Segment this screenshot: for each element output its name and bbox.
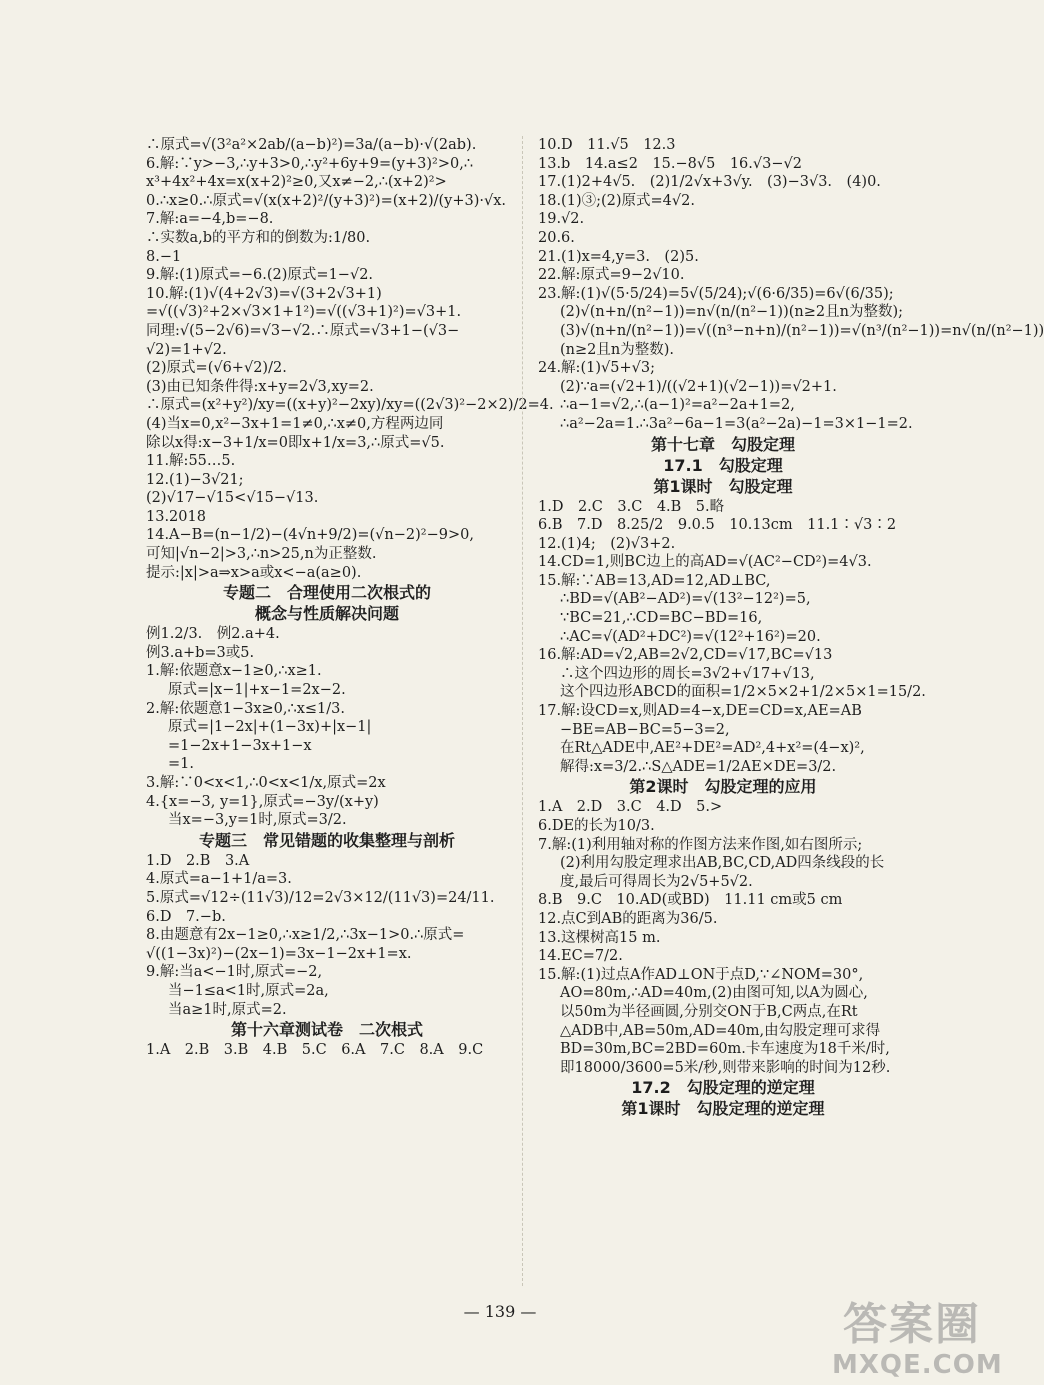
left-column-answer-line: 5.原式=√12÷(11√3)/12=2√3×12/(11√3)=24/11. [146,889,495,906]
left-column-answer-line: 提示:|x|>a⇒x>a或x<−a(a≥0). [146,564,362,581]
left-column-section-heading: 第十六章测试卷 二次根式 [230,1020,423,1040]
left-column-answer-line: 10.解:(1)√(4+2√3)=√(3+2√3+1) [146,285,382,302]
watermark-url: MXQE.COM [832,1350,1003,1380]
right-column-answer-line: 14.CD=1,则BC边上的高AD=√(AC²−CD²)=4√3. [538,554,872,571]
right-column-answer-line: 21.(1)x=4,y=3. (2)5. [538,248,699,265]
left-column-answer-line: 1.D 2.B 3.A [146,852,250,869]
right-column-answer-line: AO=80m,∴AD=40m,(2)由图可知,以A为圆心, [560,985,868,1002]
left-column-answer-line: 原式=|x−1|+x−1=2x−2. [168,682,346,699]
right-column-section-heading: 第十七章 勾股定理 [650,434,795,454]
left-column-answer-line: 同理:√(5−2√6)=√3−√2.∴原式=√3+1−(√3− [146,322,460,339]
right-column-answer-line: (n≥2且n为整数). [560,341,674,358]
right-column-answer-line: 17.(1)2+4√5. (2)1/2√x+3√y. (3)−3√3. (4)0. [538,174,881,191]
right-column-answer-line: 6.B 7.D 8.25/2 9.0.5 10.13cm 11.1∶√3∶2 [538,517,897,534]
right-column-answer-line: △ADB中,AB=50m,AD=40m,由勾股定理可求得 [560,1022,881,1039]
right-column-answer-line: 即18000/3600=5米/秒,则带来影响的时间为12秒. [560,1059,891,1076]
left-column [146,136,554,1060]
left-column-answer-line: 6.解:∵y>−3,∴y+3>0,∴y²+6y+9=(y+3)²>0,∴ [146,155,474,172]
right-column-answer-line: ∴a²−2a=1.∴3a²−6a−1=3(a²−2a)−1=3×1−1=2. [560,415,913,432]
right-column-answer-line: 6.DE的长为10/3. [538,818,655,834]
left-column-answer-line: (2)原式=(√6+√2)/2. [146,360,287,377]
right-column-answer-line: ∴BD=√(AB²−AD²)=√(13²−12²)=5, [560,591,811,608]
left-column-answer-line: 当x=−3,y=1时,原式=3/2. [168,812,347,829]
right-column-answer-line: −BE=AB−BC=5−3=2, [560,721,730,738]
left-column-answer-line: 1.解:依题意x−1≥0,∴x≥1. [146,663,322,680]
left-column-answer-line: x³+4x²+4x=x(x+2)²≥0,又x≠−2,∴(x+2)²> [146,174,447,191]
left-column-answer-line: 0.∴x≥0.∴原式=√(x(x+2)²/(y+3)²)=(x+2)/(y+3)·√x. [146,192,507,209]
left-column-answer-line: 8.−1 [146,248,182,265]
right-column-answer-line: 度,最后可得周长为2√5+5√2. [560,873,753,890]
left-column-answer-line: (4)当x=0,x²−3x+1=1≠0,∴x≠0,方程两边同 [146,415,444,432]
left-column-answer-line: (3)由已知条件得:x+y=2√3,xy=2. [146,378,374,395]
column-divider [522,136,524,1286]
watermark-title: 答案圈 [843,1299,981,1350]
right-column-answer-line: 8.B 9.C 10.AD(或BD) 11.11 cm或5 cm [538,892,843,909]
right-column-answer-line: (3)√(n+n/(n²−1))=√((n³−n+n)/(n²−1))=√(n³/(n²−1))=n√(n/(n²−1)) [560,322,1044,339]
left-column-answer-line: 11.解:55…5. [146,453,236,470]
right-column-answer-line: 20.6. [538,229,575,246]
right-column-answer-line: 13.这棵树高15 m. [538,929,661,946]
left-column-answer-line: 4.{x=−3, y=1},原式=−3y/(x+y) [146,793,379,810]
right-column [538,136,1044,1120]
right-column-answer-line: 10.D 11.√5 12.3 [538,137,676,153]
left-column-answer-line: 9.解:当a<−1时,原式=−2, [146,964,323,981]
left-column-answer-line: (2)√17−√15<√15−√13. [146,490,319,507]
left-column-answer-line: 除以x得:x−3+1/x=0即x+1/x=3,∴原式=√5. [146,434,445,451]
right-column-answer-line: (2)√(n+n/(n²−1))=n√(n/(n²−1))(n≥2且n为整数); [560,304,904,321]
left-column-answer-line: 4.原式=a−1+1/a=3. [146,871,292,888]
left-column-answer-line: =√((√3)²+2×√3×1+1²)=√((√3+1)²)=√3+1. [146,304,462,321]
right-column-section-heading: 17.1 勾股定理 [663,455,783,475]
right-column-answer-line: 以50m为半径画圆,分别交ON于B,C两点,在Rt [560,1003,858,1020]
left-column-answer-line: 3.解:∵0<x<1,∴0<x<1/x,原式=2x [146,775,386,791]
right-column-answer-line: BD=30m,BC=2BD=60m.卡车速度为18千米/时, [560,1041,890,1058]
right-column-section-heading: 第2课时 勾股定理的应用 [629,777,817,797]
right-column-answer-line: ∴a−1=√2,∴(a−1)²=a²−2a+1=2, [560,397,795,414]
right-column-answer-line: 19.√2. [538,211,585,228]
left-column-answer-line: 13.2018 [146,508,206,525]
left-column-answer-line: √((1−3x)²)−(2x−1)=3x−1−2x+1=x. [146,945,412,962]
left-column-answer-line: ∴原式=(x²+y²)/xy=((x+y)²−2xy)/xy=((2√3)²−2×2)/2=4. [146,397,554,414]
watermark-logo [832,1299,1003,1383]
right-column-answer-line: 1.A 2.D 3.C 4.D 5.> [538,799,723,816]
left-column-answer-line: 14.A−B=(n−1/2)−(4√n+9/2)=(√n−2)²−9>0, [146,527,474,544]
left-column-answer-line: 当−1≤a<1时,原式=2a, [168,982,329,999]
left-column-answer-line: 6.D 7.−b. [146,908,226,925]
right-column-answer-line: 17.解:设CD=x,则AD=4−x,DE=CD=x,AE=AB [538,703,862,720]
left-column-answer-line: 2.解:依题意1−3x≥0,∴x≤1/3. [146,700,345,717]
left-column-answer-line: 可知|√n−2|>3,∴n>25,n为正整数. [146,546,377,563]
left-column-answer-line: 例1.2/3. 例2.a+4. [146,626,280,643]
right-column-answer-line: 解得:x=3/2.∴S△ADE=1/2AE×DE=3/2. [560,758,837,775]
left-column-answer-line: ∴原式=√(3²a²×2ab/(a−b)²)=3a/(a−b)·√(2ab). [146,137,477,153]
right-column-answer-line: 在Rt△ADE中,AE²+DE²=AD²,4+x²=(4−x)², [560,740,865,757]
right-column-answer-line: (2)∵a=(√2+1)/((√2+1)(√2−1))=√2+1. [560,378,837,395]
right-column-answer-line: ∴AC=√(AD²+DC²)=√(12²+16²)=20. [560,628,821,645]
right-column-answer-line: 22.解:原式=9−2√10. [538,267,685,284]
right-column-answer-line: 23.解:(1)√(5·5/24)=5√(5/24);√(6·6/35)=6√(6/35); [538,285,894,302]
left-column-section-heading: 概念与性质解决问题 [254,604,399,624]
right-column-section-heading: 第1课时 勾股定理的逆定理 [621,1099,825,1119]
right-column-answer-line: 15.解:∵AB=13,AD=12,AD⊥BC, [538,572,771,589]
left-column-answer-line: 7.解:a=−4,b=−8. [146,211,274,228]
right-column-answer-line: 12.(1)4; (2)√3+2. [538,535,676,552]
right-column-answer-line: ∴这个四边形的周长=3√2+√17+√13, [560,665,815,682]
page-number: — 139 — [463,1302,537,1321]
right-column-section-heading: 17.2 勾股定理的逆定理 [631,1078,815,1098]
right-column-answer-line: 7.解:(1)利用轴对称的作图方法来作图,如右图所示; [538,836,863,853]
left-column-answer-line: =1. [168,756,194,773]
left-column-section-heading: 专题二 合理使用二次根式的 [222,583,431,603]
left-column-answer-line: 1.A 2.B 3.B 4.B 5.C 6.A 7.C 8.A 9.C [146,1042,484,1059]
right-column-answer-line: 这个四边形ABCD的面积=1/2×5×2+1/2×5×1=15/2. [560,684,926,701]
right-column-answer-line: 14.EC=7/2. [538,948,623,965]
right-column-answer-line: 15.解:(1)过点A作AD⊥ON于点D,∵∠NOM=30°, [538,966,864,983]
left-column-answer-line: ∴实数a,b的平方和的倒数为:1/80. [146,229,371,246]
right-column-answer-line: 12.点C到AB的距离为36/5. [538,910,718,927]
left-column-answer-line: 8.由题意有2x−1≥0,∴x≥1/2,∴3x−1>0.∴原式= [146,927,465,944]
right-column-answer-line: 1.D 2.C 3.C 4.B 5.略 [538,498,725,515]
left-column-section-heading: 专题三 常见错题的收集整理与剖析 [198,830,455,850]
left-column-answer-line: 9.解:(1)原式=−6.(2)原式=1−√2. [146,267,374,284]
right-column-answer-line: 18.(1)③;(2)原式=4√2. [538,192,695,209]
left-column-answer-line: 当a≥1时,原式=2. [168,1001,287,1018]
left-column-answer-line: √2)=1+√2. [146,341,227,358]
right-column-answer-line: 24.解:(1)√5+√3; [538,360,655,377]
left-column-answer-line: =1−2x+1−3x+1−x [168,737,312,754]
right-column-answer-line: 16.解:AD=√2,AB=2√2,CD=√17,BC=√13 [538,647,833,664]
left-column-answer-line: 例3.a+b=3或5. [146,644,255,661]
left-column-answer-line: 12.(1)−3√21; [146,471,244,488]
right-column-section-heading: 第1课时 勾股定理 [653,476,793,496]
right-column-answer-line: (2)利用勾股定理求出AB,BC,CD,AD四条线段的长 [560,855,885,872]
left-column-answer-line: 原式=|1−2x|+(1−3x)+|x−1| [168,719,372,736]
right-column-answer-line: ∵BC=21,∴CD=BC−BD=16, [560,610,763,627]
right-column-answer-line: 13.b 14.a≤2 15.−8√5 16.√3−√2 [538,155,802,172]
